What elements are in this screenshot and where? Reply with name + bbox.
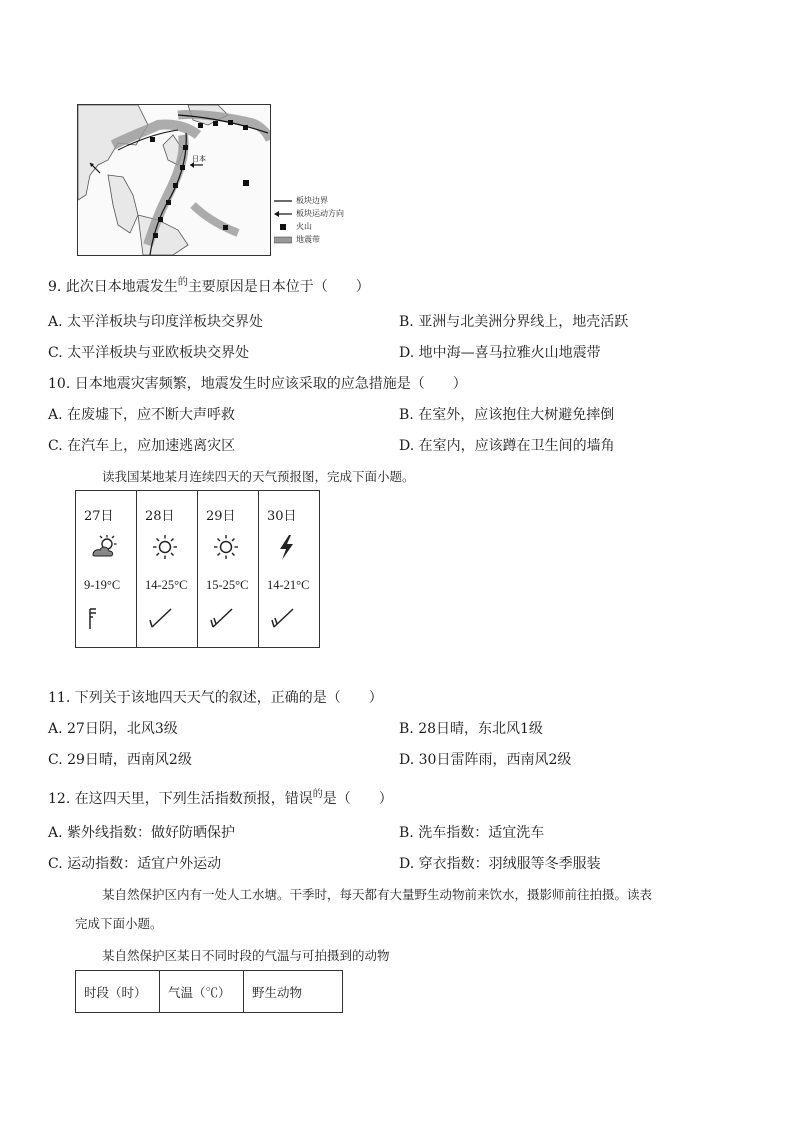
- southwest-wind-2-icon: [208, 605, 236, 633]
- q10-option-c: C. 在汽车上，应加速逃离灾区: [48, 438, 236, 454]
- weather-date: 29日: [206, 509, 236, 524]
- weather-date: 27日: [84, 509, 114, 524]
- q12-option-c: C. 运动指数：适宜户外运动: [48, 856, 222, 872]
- q9-option-b: B. 亚洲与北美洲分界线上，地壳活跃: [399, 314, 629, 330]
- q9-option-c: C. 太平洋板块与亚欧板块交界处: [48, 345, 250, 361]
- plate-boundary-line-icon: [274, 197, 292, 205]
- q9-stem-part1: 9. 此次日本地震发生: [48, 279, 178, 295]
- q12-option-a: A. 紫外线指数：做好防晒保护: [48, 825, 236, 841]
- reserve-data-table: [75, 970, 343, 1013]
- q12-stem-part2: 是（ ）: [322, 791, 393, 807]
- sun-icon: [212, 533, 240, 561]
- northeast-wind-1-icon: [147, 605, 175, 633]
- plate-map-drawing: [78, 105, 270, 255]
- cloudy-sun-icon: [90, 533, 118, 561]
- sun-icon: [151, 533, 179, 561]
- q11-option-b: B. 28日晴，东北风1级: [399, 721, 543, 737]
- north-wind-3-icon: [86, 605, 114, 633]
- intro-weather: 读我国某地某月连续四天的天气预报图，完成下面小题。: [102, 469, 415, 484]
- intro-reserve-line2: 完成下面小题。: [75, 916, 163, 931]
- legend-label: 地震带: [296, 235, 320, 244]
- plate-map: [77, 104, 271, 256]
- legend-item-quake-belt: [274, 233, 344, 246]
- q9-option-d: D. 地中海—喜马拉雅火山地震带: [399, 345, 601, 361]
- q9-stem: [48, 276, 370, 296]
- q11-option-a: A. 27日阴，北风3级: [48, 721, 178, 737]
- q10-option-d: D. 在室内，应该蹲在卫生间的墙角: [399, 438, 615, 454]
- q10-option-a: A. 在废墟下，应不断大声呼救: [48, 407, 236, 423]
- weather-forecast-table: [75, 490, 320, 648]
- weather-day-28: [137, 491, 198, 647]
- weather-temp: 14-25°C: [145, 578, 188, 592]
- weather-day-30: [259, 491, 319, 647]
- map-label-japan: 日本: [192, 155, 206, 163]
- southwest-wind-2-icon: [269, 605, 297, 633]
- volcano-icon: [274, 223, 292, 231]
- intro-reserve-line1: 某自然保护区内有一处人工水塘。干季时，每天都有大量野生动物前来饮水，摄影师前往拍摄。读表: [102, 887, 653, 902]
- legend-item-volcano: [274, 220, 344, 233]
- legend-label: 板块边界: [296, 196, 328, 205]
- map-legend: [274, 194, 344, 246]
- q10-stem: 10. 日本地震灾害频繁，地震发生时应该采取的应急措施是（ ）: [48, 376, 467, 392]
- weather-date: 28日: [145, 509, 175, 524]
- thunderstorm-icon: [273, 533, 301, 561]
- table-caption: 某自然保护区某日不同时段的气温与可拍摄到的动物: [102, 948, 390, 963]
- weather-day-27: [76, 491, 137, 647]
- table-header-period: 时段（时）: [76, 971, 160, 1012]
- q11-stem: 11. 下列关于该地四天天气的叙述，正确的是（ ）: [48, 690, 383, 706]
- q11-option-d: D. 30日雷阵雨，西南风2级: [399, 752, 572, 768]
- weather-date: 30日: [267, 509, 297, 524]
- legend-label: 火山: [296, 222, 312, 231]
- q12-option-b: B. 洗车指数：适宜洗车: [399, 825, 545, 841]
- q11-option-c: C. 29日晴，西南风2级: [48, 752, 192, 768]
- q12-stem: [48, 788, 393, 808]
- q9-option-a: A. 太平洋板块与印度洋板块交界处: [48, 314, 264, 330]
- weather-day-29: [198, 491, 259, 647]
- arrow-left-icon: [274, 210, 292, 218]
- legend-item-plate-boundary: [274, 194, 344, 207]
- weather-temp: 9-19°C: [84, 578, 121, 592]
- q9-stem-sup: 的: [177, 277, 188, 288]
- quake-belt-swatch-icon: [274, 236, 292, 244]
- q12-stem-part1: 12. 在这四天里，下列生活指数预报，错误: [48, 791, 313, 807]
- legend-item-plate-direction: [274, 207, 344, 220]
- weather-temp: 15-25°C: [206, 578, 249, 592]
- table-header-animals: 野生动物: [252, 984, 303, 1000]
- weather-temp: 14-21°C: [267, 578, 310, 592]
- q9-stem-part2: 主要原因是日本位于（ ）: [187, 279, 370, 295]
- q12-stem-sup: 的: [312, 789, 323, 800]
- q12-option-d: D. 穿衣指数：羽绒服等冬季服装: [399, 856, 601, 872]
- q10-option-b: B. 在室外，应该抱住大树避免摔倒: [399, 407, 615, 423]
- table-header-temperature: 气温（℃）: [160, 971, 244, 1012]
- legend-label: 板块运动方向: [296, 209, 344, 218]
